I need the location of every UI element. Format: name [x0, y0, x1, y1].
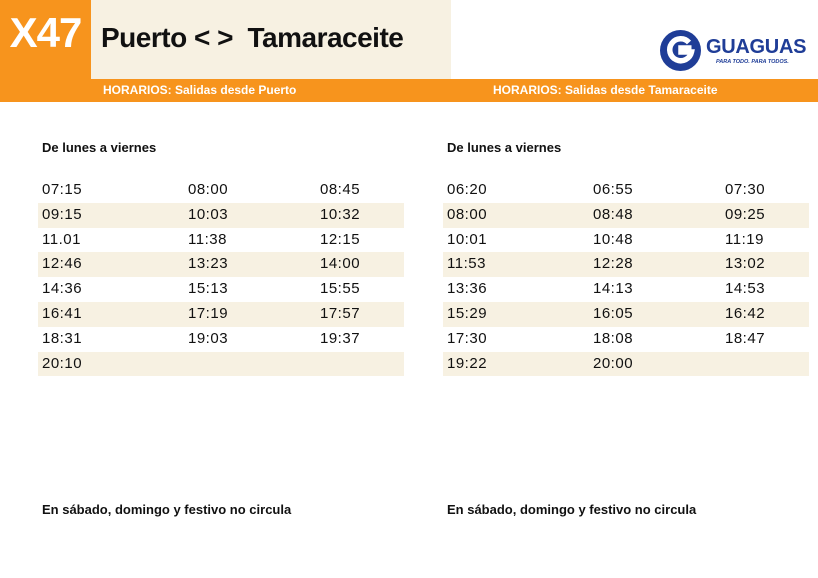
departure-time: 16:05 [593, 304, 634, 322]
departure-time: 06:20 [447, 181, 488, 198]
departure-time: 16:42 [725, 304, 766, 322]
table-row [443, 203, 809, 228]
departure-time: 14:53 [725, 280, 766, 298]
departure-time: 20:10 [42, 354, 83, 372]
departure-time: 15:55 [320, 280, 361, 298]
table-row [38, 228, 404, 253]
departure-time: 08:45 [320, 181, 361, 198]
table-row [38, 327, 404, 352]
table-row [443, 352, 809, 377]
departure-time: 10:01 [447, 230, 488, 248]
departure-time: 15:13 [188, 280, 229, 298]
route-title-box [91, 0, 451, 79]
departure-time: 16:41 [42, 304, 83, 322]
timetable [443, 178, 809, 376]
day-label: De lunes a viernes [42, 140, 157, 155]
departure-time: 18:47 [725, 329, 766, 347]
departure-time: 14:36 [42, 280, 83, 298]
logo-tagline: PARA TODO. PARA TODOS. [716, 59, 789, 65]
departure-time: 20:00 [593, 354, 634, 372]
day-label: De lunes a viernes [447, 140, 562, 155]
departure-time: 19:22 [447, 354, 488, 372]
table-row [38, 178, 404, 203]
table-row [443, 178, 809, 203]
route-title: Puerto < > Tamaraceite [101, 22, 404, 53]
departure-time: 13:23 [188, 255, 229, 273]
route-number: X47 [9, 9, 82, 56]
table-row [443, 302, 809, 327]
table-row [38, 203, 404, 228]
departure-time: 11.01 [42, 230, 81, 248]
departure-time: 17:57 [320, 304, 361, 322]
table-row [443, 228, 809, 253]
guaguas-logo [660, 30, 806, 72]
departure-time: 14:13 [593, 280, 634, 298]
table-row [38, 302, 404, 327]
departure-time: 10:48 [593, 230, 634, 248]
departure-time: 11:19 [725, 230, 764, 248]
departure-time: 19:03 [188, 329, 229, 347]
departure-time: 12:46 [42, 255, 83, 273]
service-note: En sábado, domingo y festivo no circula [42, 502, 292, 517]
departure-time: 13:02 [725, 255, 766, 273]
logo-g-icon [660, 30, 701, 71]
table-row [443, 327, 809, 352]
departure-time: 13:36 [447, 280, 488, 298]
departure-time: 12:28 [593, 255, 634, 273]
departure-time: 09:15 [42, 205, 83, 223]
logo-text: GUAGUAS [706, 36, 807, 58]
departure-time: 08:00 [447, 205, 488, 223]
table-row [443, 252, 809, 277]
departure-time: 14:00 [320, 255, 361, 273]
schedule-banner [0, 79, 818, 102]
departure-time: 17:30 [447, 329, 488, 347]
timetable [38, 178, 404, 376]
departure-time: 11:38 [188, 230, 227, 248]
departure-time: 17:19 [188, 304, 229, 322]
departure-time: 08:00 [188, 181, 229, 198]
banner-label-puerto: HORARIOS: Salidas desde Puerto [103, 83, 297, 97]
route-number-box [0, 0, 91, 79]
table-row [38, 277, 404, 302]
departure-time: 11:53 [447, 255, 486, 273]
departure-time: 10:32 [320, 205, 361, 223]
departure-time: 12:15 [320, 230, 361, 248]
departure-time: 08:48 [593, 205, 634, 223]
departure-time: 15:29 [447, 304, 488, 322]
departure-time: 06:55 [593, 181, 634, 198]
departure-time: 10:03 [188, 205, 229, 223]
table-row [443, 277, 809, 302]
departure-time: 09:25 [725, 205, 766, 223]
departure-time: 18:31 [42, 329, 83, 347]
table-row [38, 252, 404, 277]
departure-time: 07:30 [725, 181, 766, 198]
departure-time: 19:37 [320, 329, 361, 347]
table-row [38, 352, 404, 377]
service-note: En sábado, domingo y festivo no circula [447, 502, 697, 517]
departure-time: 18:08 [593, 329, 634, 347]
banner-label-tamaraceite: HORARIOS: Salidas desde Tamaraceite [493, 83, 718, 97]
departure-time: 07:15 [42, 181, 83, 198]
